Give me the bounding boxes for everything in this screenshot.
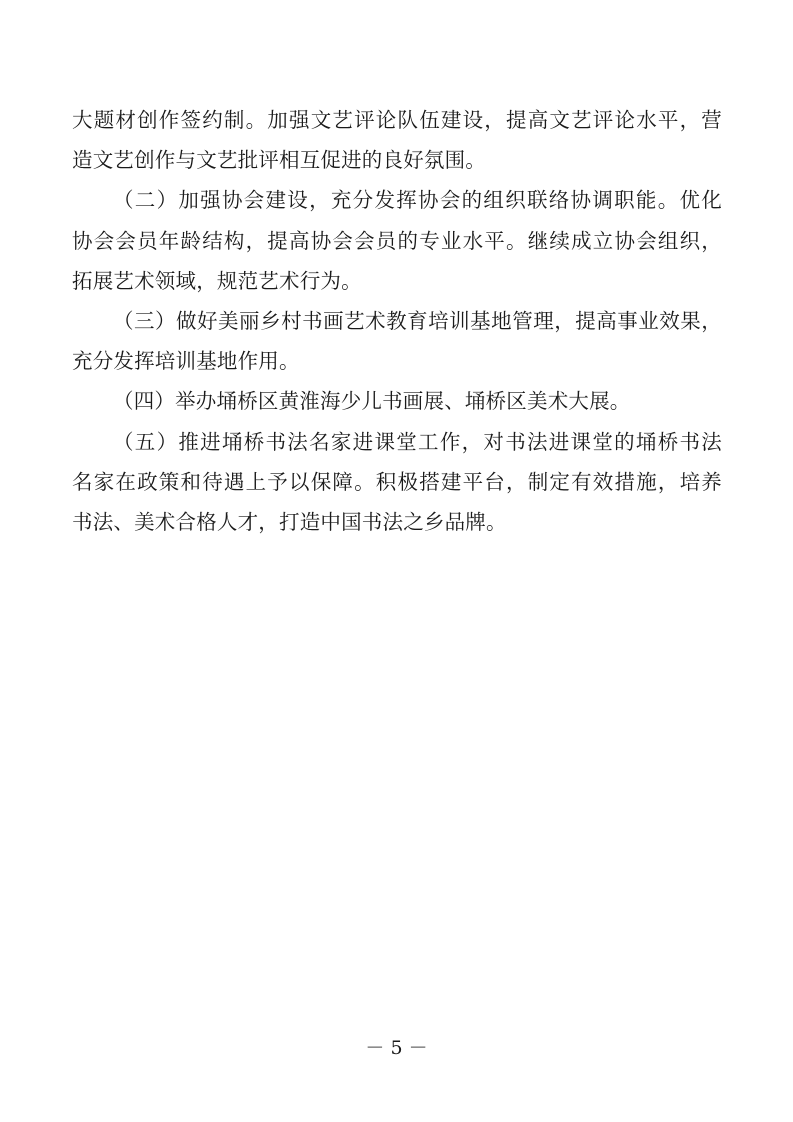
paragraph-1-line-2: 造文艺创作与文艺批评相互促进的良好氛围。 — [72, 148, 486, 173]
paragraph-5-line-1: （五）推进埇桥书法名家进课堂工作，对书法进课堂的埇桥书法 — [113, 429, 722, 454]
paragraph-2-line-2: 协会会员年龄结构，提高协会会员的专业水平。继续成立协会组织， — [72, 228, 722, 253]
paragraph-3-line-1: （三）做好美丽乡村书画艺术教育培训基地管理，提高事业效果， — [113, 308, 722, 333]
paragraph-2-line-3: 拓展艺术领域，规范艺术行为。 — [72, 268, 362, 293]
page-number: － 5 － — [365, 1037, 428, 1059]
paragraph-3-line-2: 充分发挥培训基地作用。 — [72, 349, 300, 374]
paragraph-5-line-2: 名家在政策和待遇上予以保障。积极搭建平台，制定有效措施，培养 — [72, 469, 722, 494]
paragraph-1-line-1: 大题材创作签约制。加强文艺评论队伍建设，提高文艺评论水平，营 — [72, 108, 722, 132]
paragraph-5-line-3: 书法、美术合格人才，打造中国书法之乡品牌。 — [72, 509, 507, 534]
document-body — [72, 100, 722, 542]
paragraph-4-line-1: （四）举办埇桥区黄淮海少儿书画展、埇桥区美术大展。 — [113, 389, 631, 414]
paragraph-2-line-1: （二）加强协会建设，充分发挥协会的组织联络协调职能。优化 — [113, 188, 722, 213]
